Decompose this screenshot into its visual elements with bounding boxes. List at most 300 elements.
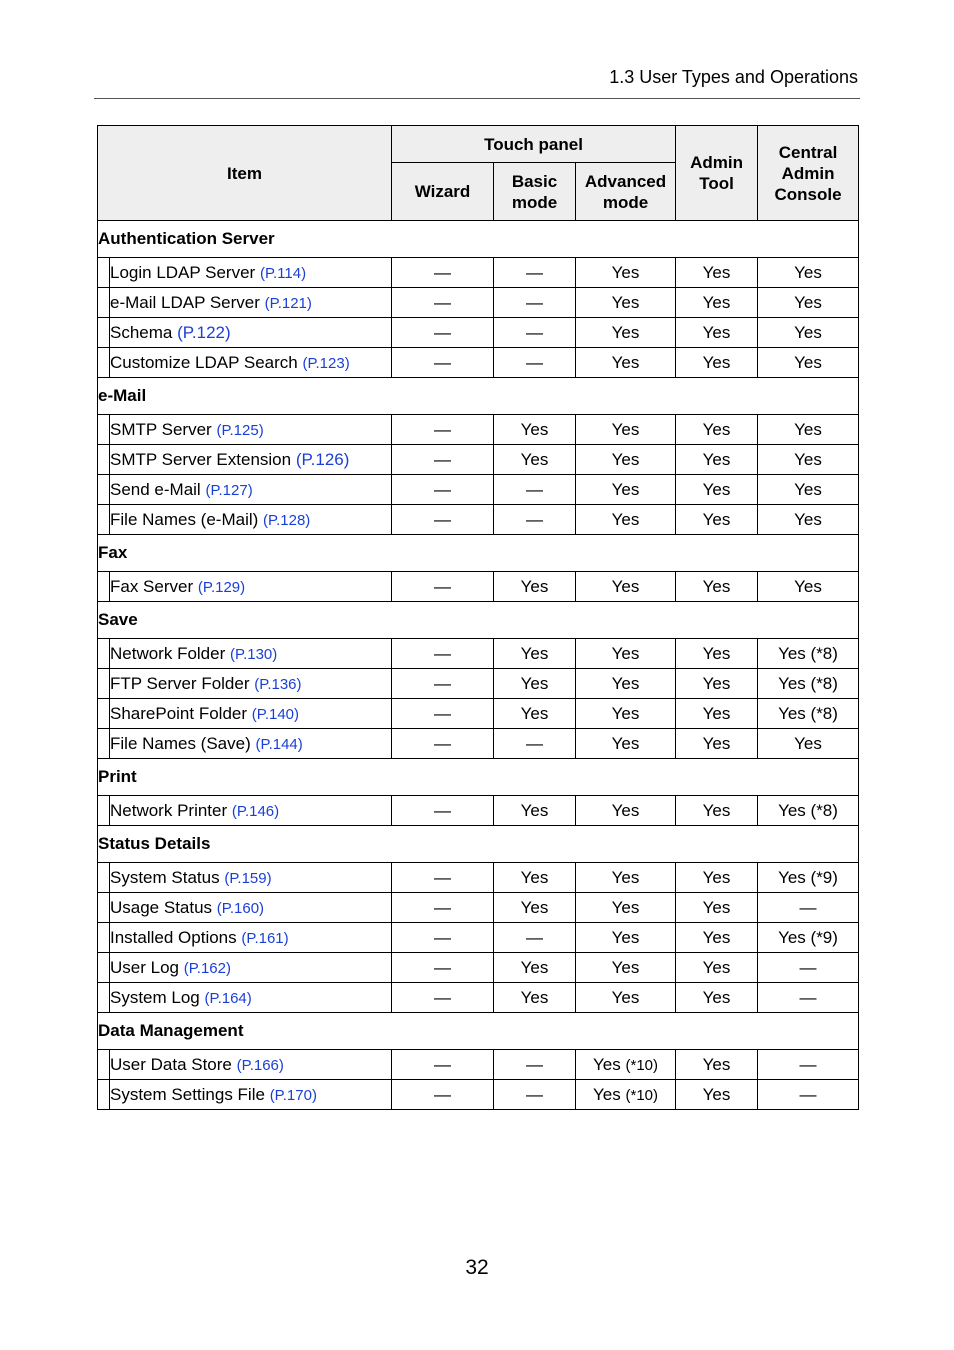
item-name: SMTP Server [110, 419, 212, 439]
cell-value: Yes [611, 322, 640, 342]
cell-value: Yes [520, 449, 549, 469]
row-indent [98, 505, 110, 535]
advanced-mode-cell [576, 893, 676, 923]
cell-value: — [434, 897, 451, 917]
item-name: Send e-Mail [110, 479, 201, 499]
cell-value: Yes [611, 897, 640, 917]
basic-mode-cell [494, 475, 576, 505]
cell-value: Yes [794, 576, 822, 596]
central-admin-console-cell [758, 699, 859, 729]
basic-mode-cell [494, 572, 576, 602]
wizard-cell [392, 1080, 494, 1110]
page-reference-link[interactable]: (P.146) [231, 802, 280, 820]
advanced-mode-cell [576, 318, 676, 348]
item-cell [110, 288, 392, 318]
header-item: Item [98, 126, 392, 221]
cell-value: Yes [794, 509, 822, 529]
wizard-cell [392, 729, 494, 759]
row-indent [98, 572, 110, 602]
page-number: 32 [465, 1256, 489, 1279]
item-cell [110, 445, 392, 475]
admin-tool-cell [676, 505, 758, 535]
item-cell [110, 669, 392, 699]
table-body [98, 221, 859, 1110]
central-admin-console-cell [758, 893, 859, 923]
item-name: Usage Status [110, 897, 213, 917]
row-indent [98, 1080, 110, 1110]
cell-value: Yes [520, 419, 549, 439]
row-indent [98, 445, 110, 475]
cell-value: Yes [794, 733, 822, 753]
wizard-cell [392, 863, 494, 893]
admin-tool-cell [676, 953, 758, 983]
basic-mode-cell [494, 505, 576, 535]
page-reference-link[interactable]: (P.122) [177, 322, 231, 342]
basic-mode-cell [494, 953, 576, 983]
section-heading: Print [98, 759, 859, 796]
advanced-mode-cell [576, 983, 676, 1013]
item-cell [110, 572, 392, 602]
cell-value: Yes [611, 262, 640, 282]
item-cell [110, 863, 392, 893]
table-row [98, 669, 859, 699]
cell-value: — [434, 479, 451, 499]
advanced-mode-cell [576, 475, 676, 505]
cell-value: Yes [520, 576, 549, 596]
wizard-cell [392, 415, 494, 445]
table-row [98, 258, 859, 288]
page-reference-link[interactable]: (P.123) [302, 354, 350, 372]
cell-value: — [434, 867, 451, 887]
cell-value: Yes [702, 509, 731, 529]
basic-mode-cell [494, 258, 576, 288]
row-indent [98, 796, 110, 826]
page-reference-link[interactable]: (P.127) [205, 481, 253, 499]
item-cell [110, 983, 392, 1013]
page-reference-link[interactable]: (P.129) [197, 578, 246, 596]
page-reference-link[interactable]: (P.128) [263, 511, 311, 529]
row-indent [98, 639, 110, 669]
cell-value: — [434, 703, 451, 723]
wizard-cell [392, 639, 494, 669]
wizard-cell [392, 796, 494, 826]
row-indent [98, 318, 110, 348]
cell-value: Yes [794, 322, 822, 342]
wizard-cell [392, 505, 494, 535]
advanced-mode-cell [576, 288, 676, 318]
table-row [98, 572, 859, 602]
table-row [98, 863, 859, 893]
section-row [98, 1013, 859, 1050]
wizard-cell [392, 258, 494, 288]
table-row [98, 729, 859, 759]
row-indent [98, 475, 110, 505]
item-name: Login LDAP Server [110, 262, 256, 282]
central-admin-console-cell [758, 572, 859, 602]
central-admin-console-cell [758, 1050, 859, 1080]
table-row [98, 796, 859, 826]
cell-value: — [434, 352, 451, 372]
table-row [98, 983, 859, 1013]
cell-value: — [434, 927, 451, 947]
basic-mode-cell [494, 796, 576, 826]
advanced-mode-cell [576, 729, 676, 759]
admin-tool-cell [676, 796, 758, 826]
header-central-admin-console: Central Admin Console [758, 126, 859, 221]
cell-value: Yes [520, 800, 549, 820]
cell-value: — [434, 987, 451, 1007]
central-admin-console-cell [758, 445, 859, 475]
cell-value: Yes [520, 957, 549, 977]
item-cell [110, 348, 392, 378]
admin-tool-cell [676, 475, 758, 505]
basic-mode-cell [494, 863, 576, 893]
item-name: User Data Store [110, 1054, 232, 1074]
cell-value: — [434, 1054, 451, 1074]
row-indent [98, 953, 110, 983]
cell-value: Yes [611, 576, 640, 596]
admin-tool-cell [676, 893, 758, 923]
cell-value: — [799, 1054, 817, 1074]
cell-value: Yes [702, 292, 731, 312]
cell-value: Yes [593, 1054, 621, 1074]
cell-value: Yes [794, 292, 822, 312]
row-indent [98, 669, 110, 699]
item-name: System Status [110, 867, 220, 887]
admin-tool-cell [676, 258, 758, 288]
cell-value: Yes [520, 897, 549, 917]
cell-value: Yes [611, 509, 640, 529]
cell-value: Yes [520, 703, 549, 723]
admin-tool-cell [676, 348, 758, 378]
table-row [98, 923, 859, 953]
central-admin-console-cell [758, 348, 859, 378]
section-row [98, 759, 859, 796]
basic-mode-cell [494, 348, 576, 378]
wizard-cell [392, 318, 494, 348]
central-admin-console-cell [758, 505, 859, 535]
row-indent [98, 258, 110, 288]
cell-value: Yes [611, 867, 640, 887]
cell-value: Yes [611, 419, 640, 439]
row-indent [98, 699, 110, 729]
section-row [98, 826, 859, 863]
admin-tool-cell [676, 288, 758, 318]
section-row [98, 602, 859, 639]
cell-value: Yes (*8) [778, 800, 838, 820]
page-reference-link[interactable]: (P.161) [241, 929, 289, 947]
user-operations-table [97, 125, 859, 1110]
advanced-mode-cell [576, 1080, 676, 1110]
row-indent [98, 923, 110, 953]
admin-tool-cell [676, 572, 758, 602]
table-row [98, 415, 859, 445]
cell-value: — [434, 576, 451, 596]
table-row [98, 639, 859, 669]
header-wizard: Wizard [392, 163, 494, 221]
admin-tool-cell [676, 729, 758, 759]
cell-value: — [526, 1084, 543, 1104]
item-cell [110, 1080, 392, 1110]
cell-value: Yes [702, 352, 731, 372]
section-heading: Fax [98, 535, 859, 572]
cell-value: Yes [593, 1084, 621, 1104]
wizard-cell [392, 445, 494, 475]
cell-value: Yes [520, 987, 549, 1007]
cell-value: Yes [611, 703, 640, 723]
item-cell [110, 258, 392, 288]
item-cell [110, 415, 392, 445]
wizard-cell [392, 288, 494, 318]
cell-value: — [799, 897, 817, 917]
item-name: SharePoint Folder [110, 703, 248, 723]
basic-mode-cell [494, 923, 576, 953]
section-row [98, 378, 859, 415]
page-reference-link[interactable]: (P.121) [264, 294, 312, 312]
item-cell [110, 923, 392, 953]
cell-value: — [526, 322, 543, 342]
page-reference-link[interactable]: (P.160) [216, 899, 265, 917]
table-row [98, 1050, 859, 1080]
central-admin-console-cell [758, 983, 859, 1013]
page-reference-link[interactable]: (P.114) [259, 264, 307, 282]
item-name: User Log [110, 957, 179, 977]
page-reference-link[interactable]: (P.144) [255, 735, 303, 753]
admin-tool-cell [676, 415, 758, 445]
cell-value: Yes (*8) [778, 703, 838, 723]
cell-value: — [526, 352, 543, 372]
advanced-mode-cell [576, 505, 676, 535]
cell-value: — [526, 733, 543, 753]
section-row [98, 221, 859, 258]
item-name: SMTP Server Extension [110, 449, 292, 469]
cell-value: — [434, 322, 451, 342]
page-reference-link[interactable]: (P.159) [224, 869, 272, 887]
table-row [98, 475, 859, 505]
basic-mode-cell [494, 415, 576, 445]
cell-value: Yes [702, 449, 731, 469]
basic-mode-cell [494, 288, 576, 318]
cell-value: Yes [520, 867, 549, 887]
cell-value: — [526, 262, 543, 282]
wizard-cell [392, 893, 494, 923]
basic-mode-cell [494, 983, 576, 1013]
page-reference-link[interactable]: (P.140) [251, 705, 300, 723]
advanced-mode-cell [576, 796, 676, 826]
table-row [98, 445, 859, 475]
table-row [98, 348, 859, 378]
basic-mode-cell [494, 445, 576, 475]
cell-value: Yes [520, 643, 549, 663]
table-row [98, 318, 859, 348]
cell-value: Yes (*9) [778, 867, 838, 887]
central-admin-console-cell [758, 639, 859, 669]
cell-value: Yes [611, 733, 640, 753]
cell-value: Yes [794, 449, 822, 469]
item-name: System Log [110, 987, 200, 1007]
advanced-mode-cell [576, 258, 676, 288]
item-cell [110, 893, 392, 923]
cell-value: Yes [611, 292, 640, 312]
header-advanced-mode: Advanced mode [576, 163, 676, 221]
wizard-cell [392, 983, 494, 1013]
cell-value: Yes [611, 673, 640, 693]
wizard-cell [392, 475, 494, 505]
row-indent [98, 288, 110, 318]
cell-value: — [434, 957, 451, 977]
admin-tool-cell [676, 669, 758, 699]
section-heading: Data Management [98, 1013, 859, 1050]
footnote-marker: (*10) [625, 1086, 658, 1104]
basic-mode-cell [494, 893, 576, 923]
advanced-mode-cell [576, 953, 676, 983]
row-indent [98, 1050, 110, 1080]
item-cell [110, 475, 392, 505]
page-reference-link[interactable]: (P.166) [236, 1056, 284, 1074]
row-indent [98, 729, 110, 759]
row-indent [98, 983, 110, 1013]
cell-value: Yes [794, 352, 822, 372]
table-row [98, 699, 859, 729]
cell-value: — [434, 673, 451, 693]
cell-value: Yes [794, 479, 822, 499]
cell-value: — [434, 449, 451, 469]
page-reference-link[interactable]: (P.130) [230, 645, 278, 663]
central-admin-console-cell [758, 953, 859, 983]
cell-value: Yes [520, 673, 549, 693]
section-heading: Save [98, 602, 859, 639]
table-row [98, 893, 859, 923]
section-heading: Authentication Server [98, 221, 859, 258]
admin-tool-cell [676, 699, 758, 729]
item-name: Fax Server [110, 576, 194, 596]
advanced-mode-cell [576, 1050, 676, 1080]
cell-value: — [434, 800, 451, 820]
cell-value: — [434, 1084, 451, 1104]
cell-value: — [434, 262, 451, 282]
item-name: System Settings File [110, 1084, 265, 1104]
cell-value: Yes [702, 1084, 731, 1104]
row-indent [98, 893, 110, 923]
cell-value: Yes [702, 897, 731, 917]
cell-value: — [434, 292, 451, 312]
cell-value: Yes [794, 419, 822, 439]
basic-mode-cell [494, 318, 576, 348]
section-heading: Status Details [98, 826, 859, 863]
item-name: Network Printer [110, 800, 228, 820]
cell-value: Yes [611, 957, 640, 977]
cell-value: Yes (*9) [778, 927, 838, 947]
cell-value: Yes [611, 800, 640, 820]
item-cell [110, 639, 392, 669]
section-row [98, 535, 859, 572]
wizard-cell [392, 923, 494, 953]
page-reference-link[interactable]: (P.136) [254, 675, 302, 693]
cell-value: Yes [611, 479, 640, 499]
cell-value: Yes [702, 262, 731, 282]
row-indent [98, 863, 110, 893]
cell-value: — [434, 733, 451, 753]
item-cell [110, 505, 392, 535]
central-admin-console-cell [758, 796, 859, 826]
advanced-mode-cell [576, 923, 676, 953]
header-rule [94, 98, 860, 99]
footnote-marker: (*10) [625, 1056, 658, 1074]
table-row [98, 288, 859, 318]
advanced-mode-cell [576, 639, 676, 669]
cell-value: Yes [611, 643, 640, 663]
item-cell [110, 1050, 392, 1080]
cell-value: Yes [611, 987, 640, 1007]
item-name: FTP Server Folder [110, 673, 250, 693]
item-cell [110, 953, 392, 983]
cell-value: Yes [702, 957, 731, 977]
cell-value: — [526, 292, 543, 312]
cell-value: Yes [702, 867, 731, 887]
admin-tool-cell [676, 863, 758, 893]
table-row [98, 953, 859, 983]
section-header: 1.3 User Types and Operations [609, 67, 858, 87]
item-cell [110, 729, 392, 759]
cell-value: — [434, 509, 451, 529]
advanced-mode-cell [576, 415, 676, 445]
advanced-mode-cell [576, 445, 676, 475]
page-reference-link[interactable]: (P.170) [269, 1086, 317, 1104]
item-cell [110, 699, 392, 729]
cell-value: Yes [794, 262, 822, 282]
central-admin-console-cell [758, 1080, 859, 1110]
cell-value: — [434, 643, 451, 663]
cell-value: — [799, 987, 817, 1007]
central-admin-console-cell [758, 318, 859, 348]
cell-value: Yes [702, 576, 731, 596]
item-name: Schema [110, 322, 178, 342]
header-basic-mode: Basic mode [494, 163, 576, 221]
item-name: e-Mail LDAP Server [110, 292, 260, 312]
central-admin-console-cell [758, 923, 859, 953]
basic-mode-cell [494, 1080, 576, 1110]
cell-value: Yes [702, 673, 731, 693]
basic-mode-cell [494, 729, 576, 759]
cell-value: Yes [611, 449, 640, 469]
cell-value: Yes (*8) [778, 643, 838, 663]
page-reference-link[interactable]: (P.126) [295, 449, 350, 469]
admin-tool-cell [676, 318, 758, 348]
row-indent [98, 348, 110, 378]
cell-value: Yes (*8) [778, 673, 838, 693]
admin-tool-cell [676, 1050, 758, 1080]
item-name: Customize LDAP Search [110, 352, 298, 372]
page-reference-link[interactable]: (P.164) [204, 989, 252, 1007]
cell-value: Yes [702, 703, 731, 723]
item-name: File Names (Save) [110, 733, 251, 753]
central-admin-console-cell [758, 669, 859, 699]
cell-value: — [526, 927, 543, 947]
cell-value: Yes [702, 733, 731, 753]
wizard-cell [392, 699, 494, 729]
row-indent [98, 415, 110, 445]
page-reference-link[interactable]: (P.125) [216, 421, 264, 439]
cell-value: Yes [702, 987, 731, 1007]
page-reference-link[interactable]: (P.162) [183, 959, 231, 977]
cell-value: Yes [702, 479, 731, 499]
cell-value: Yes [611, 352, 640, 372]
item-name: Installed Options [110, 927, 237, 947]
cell-value: Yes [702, 419, 731, 439]
central-admin-console-cell [758, 863, 859, 893]
item-name: File Names (e-Mail) [110, 509, 259, 529]
advanced-mode-cell [576, 572, 676, 602]
